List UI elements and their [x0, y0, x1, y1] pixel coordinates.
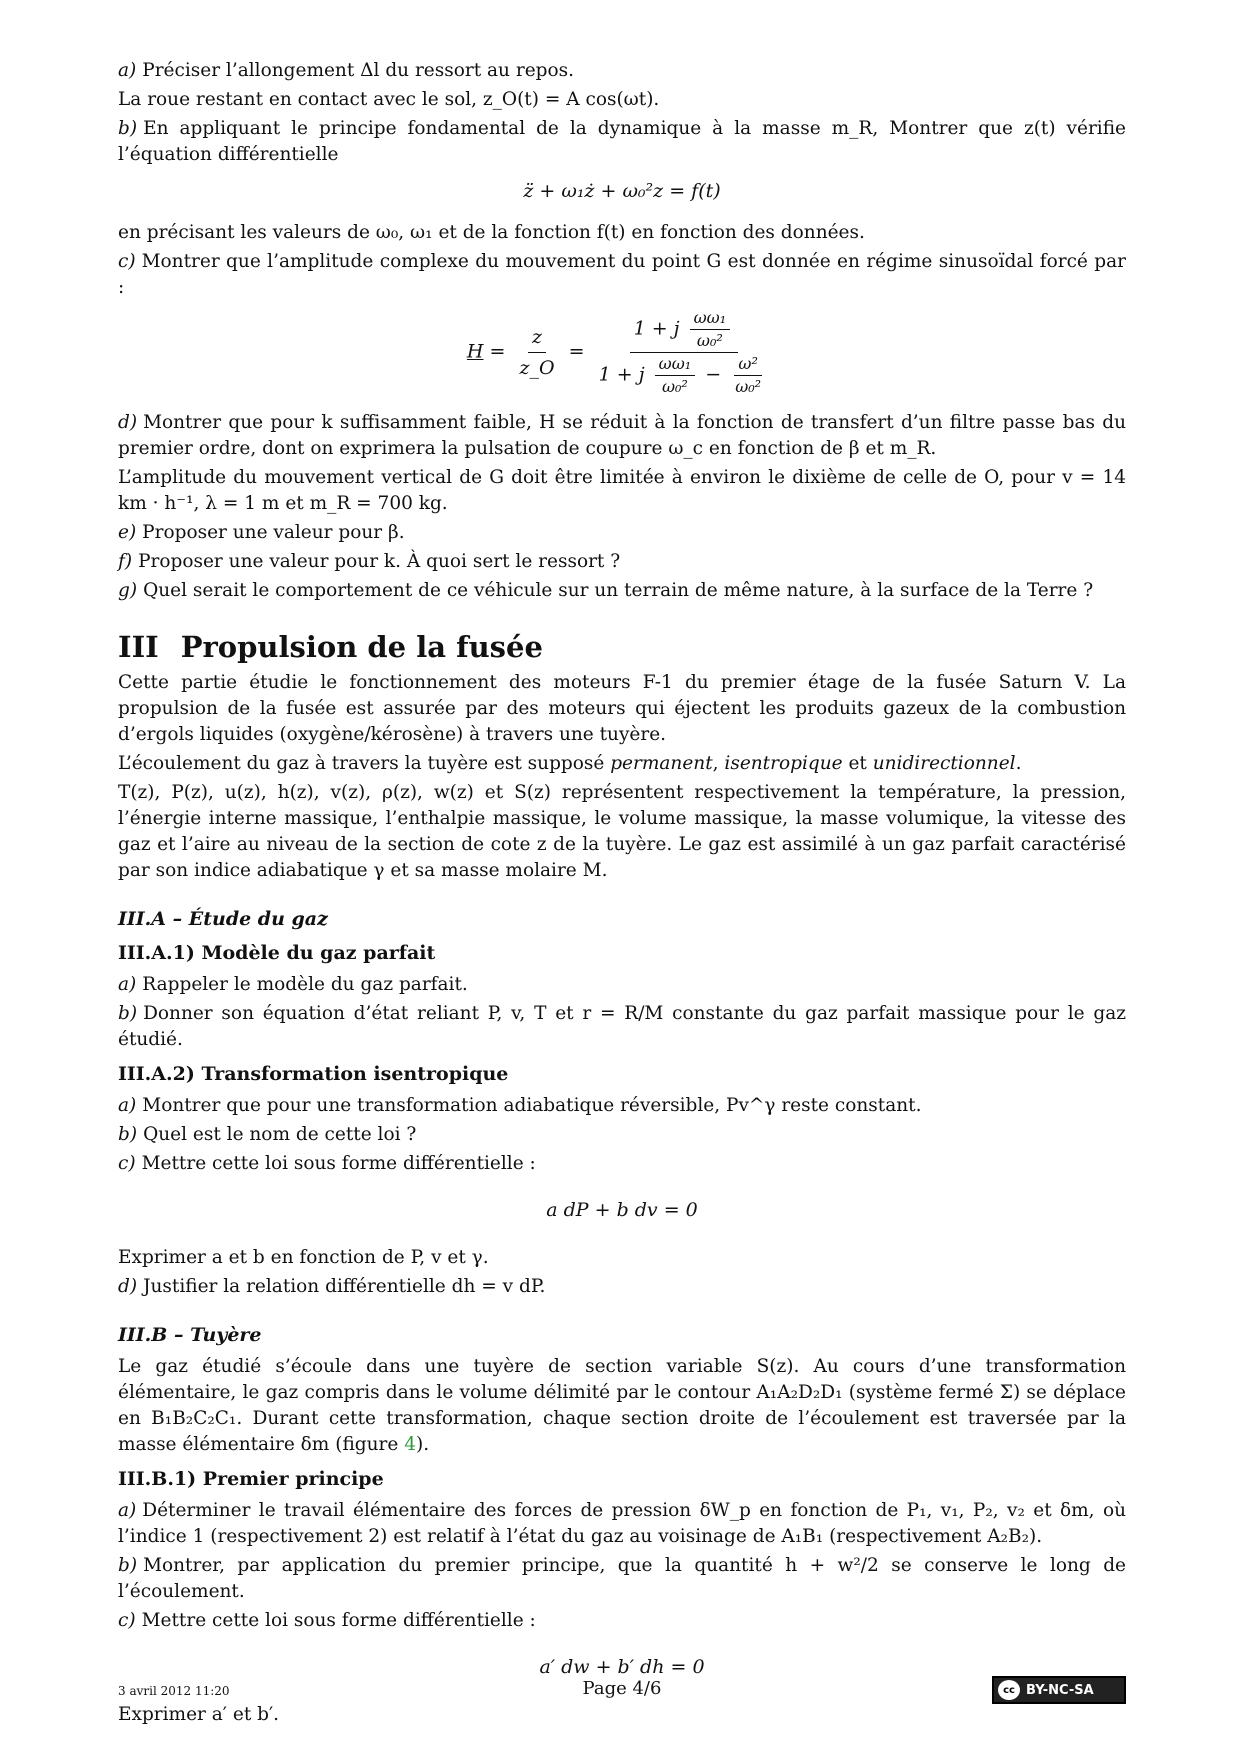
- question-label: d): [118, 1276, 138, 1297]
- question-iiia2c: [118, 1151, 1126, 1177]
- intro-text: L’écoulement du gaz à travers la tuyère est supposé: [118, 753, 611, 774]
- equation-transfer-function: [118, 309, 1126, 396]
- question-text: Quel est le nom de cette loi ?: [143, 1124, 417, 1145]
- page-content: [118, 58, 1126, 1731]
- question-text: Montrer que l’amplitude complexe du mouvement du point G est donnée en régime sinusoïdal forcé par :: [118, 251, 1126, 298]
- question-2g: [118, 578, 1126, 604]
- question-2c: [118, 249, 1126, 301]
- equals-sign: =: [568, 340, 585, 363]
- question-text: Proposer une valeur pour k. À quoi sert le ressort ?: [138, 551, 621, 572]
- question-iiia2a: [118, 1093, 1126, 1119]
- numerator-term: 1 + j: [633, 317, 680, 340]
- page-footer: [118, 1676, 1126, 1706]
- question-label: c): [118, 1153, 136, 1174]
- question-text: Mettre cette loi sous forme différentielle :: [141, 1610, 536, 1631]
- section-heading-iii: [118, 630, 1126, 664]
- equation-energy-differential: a′ dw + b′ dh = 0: [539, 1656, 705, 1678]
- amplitude-statement: L’amplitude du mouvement vertical de G doit être limitée à environ le dixième de celle de O, pour v = 14 km · h⁻¹, λ = 1 m et m_R = 700 kg.: [118, 467, 1126, 514]
- question-iiib1a: [118, 1498, 1126, 1550]
- question-label: g): [118, 580, 138, 601]
- question-label: e): [118, 522, 137, 543]
- question-2b: [118, 116, 1126, 168]
- contact-statement: La roue restant en contact avec le sol, z_O(t) = A cos(ωt).: [118, 89, 660, 110]
- subsubsection-heading-iiia1: III.A.1) Modèle du gaz parfait: [118, 942, 436, 964]
- question-text: Donner son équation d’état reliant P, v, T et r = R/M constante du gaz parfait massique pour le gaz étudié.: [118, 1003, 1126, 1050]
- section-title: Propulsion de la fusée: [180, 630, 543, 664]
- question-label: c): [118, 251, 136, 272]
- subfraction-denominator: ω₀²: [696, 331, 723, 350]
- subfraction-numerator: ωω₁: [655, 355, 696, 376]
- question-iiia1a: [118, 972, 1126, 998]
- question-label: f): [118, 551, 133, 572]
- question-text: En appliquant le principe fondamental de la dynamique à la masse m_R, Montrer que z(t) vérifie l’équation différentielle: [118, 118, 1126, 165]
- question-iiia2d: [118, 1274, 1126, 1300]
- section-number: III: [118, 630, 159, 664]
- question-2e: [118, 520, 1126, 546]
- section-intro-2: [118, 751, 1126, 777]
- intro-conjunction: et: [842, 753, 873, 774]
- creative-commons-icon: cc: [998, 1680, 1020, 1700]
- equation-note: Exprimer a et b en fonction de P, v et γ.: [118, 1247, 489, 1268]
- question-2d: [118, 410, 1126, 462]
- question-label: a): [118, 1095, 137, 1116]
- question-iiib1b: [118, 1553, 1126, 1605]
- question-iiib1c: [118, 1608, 1126, 1634]
- equation-isentropic-differential: a dP + b dv = 0: [546, 1199, 698, 1221]
- section-intro-3: T(z), P(z), u(z), h(z), v(z), ρ(z), w(z) et S(z) représentent respectivement la température, la pression, l’énergie interne massique, l’enthalpie massique, le volume massique, la masse volumique, la vitesse des gaz et l’aire au niveau de la section de cote z de la tuyère. Le gaz est assimilé à un gaz parfait caractérisé par son indice adiabatique γ et sa masse molaire M.: [118, 782, 1126, 881]
- equation-note: Exprimer a′ et b′.: [118, 1704, 280, 1725]
- question-text: Préciser l’allongement Δl du ressort au repos.: [142, 60, 575, 81]
- denominator-subfraction-1: [655, 355, 696, 396]
- fraction-denominator: z_O: [519, 357, 555, 379]
- main-numerator: [630, 309, 739, 353]
- subsection-heading-iiib: III.B – Tuyère: [118, 1324, 262, 1346]
- equals-sign: =: [489, 340, 506, 363]
- question-text: Montrer que pour k suffisamment faible, H se réduit à la fonction de transfert d’un filtre passe bas du premier ordre, dont on exprimera la pulsation de coupure ω_c en fonction de β et m_R.: [118, 412, 1126, 459]
- question-text: Quel serait le comportement de ce véhicule sur un terrain de même nature, à la surface de la Terre ?: [143, 580, 1094, 601]
- figure-reference-link[interactable]: 4: [404, 1434, 416, 1455]
- section-intro-1: Cette partie étudie le fonctionnement des moteurs F-1 du premier étage de la fusée Saturn V. La propulsion de la fusée est assurée par des moteurs qui éjectent les produits gazeux de la combustion d’ergols liquides (oxygène/kérosène) à travers une tuyère.: [118, 672, 1126, 745]
- question-2f: [118, 549, 1126, 575]
- subsubsection-heading-iiib1: III.B.1) Premier principe: [118, 1468, 384, 1490]
- question-label: a): [118, 1500, 137, 1521]
- question-2a: [118, 58, 1126, 84]
- main-denominator: [595, 353, 773, 396]
- intro-end: ).: [416, 1434, 430, 1455]
- question-text: Déterminer le travail élémentaire des forces de pression δW_p en fonction de P₁, v₁, P₂, v₂ et δm, où l’indice 1 (respectivement 2) est relatif à l’état du gaz au voisinage de A₁B₁ (respectivement A₂B₂).: [118, 1500, 1126, 1547]
- equation-note: en précisant les valeurs de ω₀, ω₁ et de la fonction f(t) en fonction des données.: [118, 222, 865, 243]
- question-label: d): [118, 412, 138, 433]
- intro-end: .: [1015, 753, 1022, 774]
- subsubsection-heading-iiia2: III.A.2) Transformation isentropique: [118, 1063, 509, 1085]
- subsection-heading-iiia: III.A – Étude du gaz: [118, 908, 328, 930]
- question-label: b): [118, 1124, 138, 1145]
- subfraction-denominator: ω₀²: [661, 377, 688, 396]
- question-label: b): [118, 1555, 138, 1576]
- subfraction-numerator: ω²: [734, 355, 761, 376]
- denominator-subfraction-2: [731, 355, 765, 396]
- equation-differential: z̈ + ω₁ż + ω₀²z = f(t): [523, 180, 721, 202]
- question-text: Proposer une valeur pour β.: [142, 522, 405, 543]
- question-label: b): [118, 1003, 138, 1024]
- fraction-numerator: z: [528, 324, 546, 353]
- question-text: Montrer, par application du premier principe, que la quantité h + w²/2 se conserve le long de l’écoulement.: [118, 1555, 1126, 1602]
- intro-text: Le gaz étudié s’écoule dans une tuyère de section variable S(z). Au cours d’une transformation élémentaire, le gaz compris dans le volume délimité par le contour A₁A₂D₂D₁ (système fermé Σ) se déplace en B₁B₂C₂C₁. Durant cette transformation, chaque section droite de l’écoulement est traversée par la masse élémentaire δm (figure: [118, 1356, 1126, 1455]
- main-fraction: [595, 309, 773, 396]
- question-label: a): [118, 60, 137, 81]
- question-iiia2b: [118, 1122, 1126, 1148]
- transfer-function-symbol: H: [466, 340, 484, 363]
- question-iiia1b: [118, 1001, 1126, 1053]
- question-label: c): [118, 1610, 136, 1631]
- question-label: a): [118, 974, 137, 995]
- term-unidirectional: unidirectionnel: [872, 753, 1016, 774]
- question-text: Montrer que pour une transformation adiabatique réversible, Pv^γ reste constant.: [142, 1095, 922, 1116]
- question-label: b): [118, 118, 138, 139]
- question-text: Rappeler le modèle du gaz parfait.: [142, 974, 468, 995]
- denominator-term: 1 + j: [598, 363, 645, 386]
- numerator-subfraction: [690, 309, 731, 350]
- page-number: Page 4/6: [582, 1678, 662, 1699]
- intro-separator: ,: [712, 753, 725, 774]
- footer-date: 3 avril 2012 11:20: [118, 1684, 230, 1698]
- subfraction-denominator: ω₀²: [735, 377, 762, 396]
- term-permanent: permanent: [610, 753, 713, 774]
- question-text: Justifier la relation différentielle dh = v dP.: [143, 1276, 546, 1297]
- subsection-intro-iiib: [118, 1354, 1126, 1458]
- fraction-z-over-zo: [516, 324, 559, 381]
- license-label: BY-NC-SA: [1026, 1682, 1094, 1698]
- term-isentropic: isentropique: [724, 753, 843, 774]
- subfraction-numerator: ωω₁: [690, 309, 731, 330]
- license-badge: [992, 1676, 1126, 1704]
- question-text: Mettre cette loi sous forme différentielle :: [141, 1153, 536, 1174]
- minus-sign: −: [705, 363, 722, 386]
